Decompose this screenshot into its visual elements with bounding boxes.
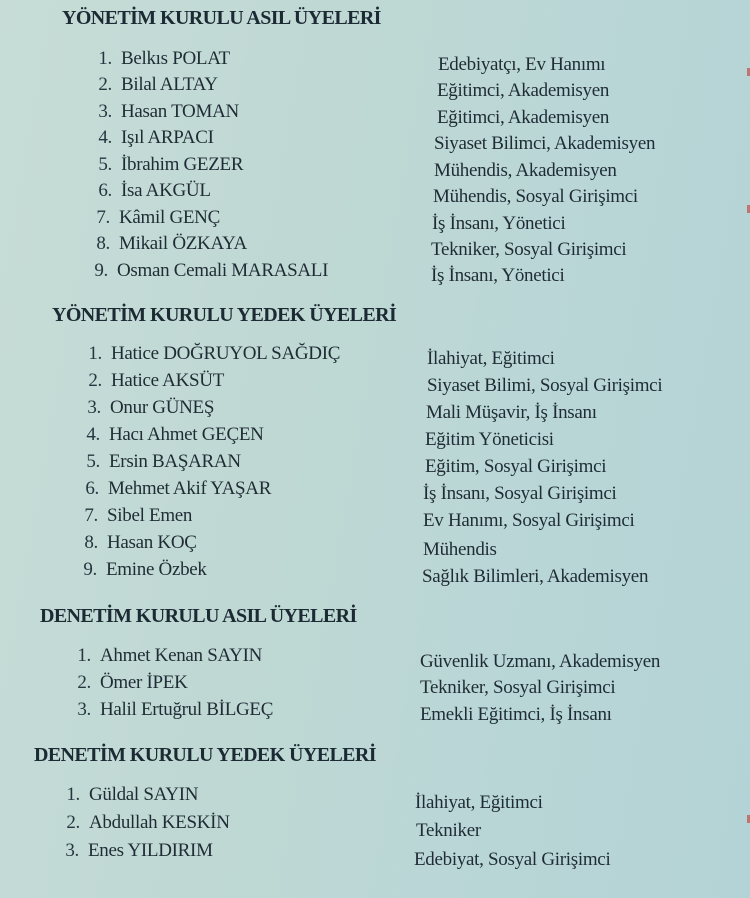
item-number: 9.: [94, 260, 108, 281]
member-profession: Mühendis, Sosyal Girişimci: [433, 186, 638, 207]
member-profession: Güvenlik Uzmanı, Akademisyen: [420, 651, 661, 672]
member-name: Hatice DOĞRUYOL SAĞDIÇ: [111, 343, 341, 364]
item-number: 1.: [88, 343, 102, 364]
member-profession: İş İnsanı, Yönetici: [431, 265, 565, 286]
item-number: 2.: [88, 370, 102, 391]
item-number: 1.: [77, 645, 91, 666]
member-profession: Tekniker: [416, 820, 481, 841]
item-number: 3.: [65, 840, 79, 861]
section-title-board-members: YÖNETİM KURULU ASIL ÜYELERİ: [62, 7, 381, 29]
member-profession: Emekli Eğitimci, İş İnsanı: [420, 704, 612, 725]
item-number: 2.: [77, 672, 91, 693]
member-profession: Eğitimci, Akademisyen: [437, 80, 610, 101]
member-profession: İş İnsanı, Yönetici: [432, 213, 566, 234]
item-number: 3.: [77, 699, 91, 720]
item-number: 7.: [84, 505, 98, 526]
item-number: 3.: [98, 101, 112, 122]
member-name: Ömer İPEK: [100, 672, 188, 693]
member-name: Osman Cemali MARASALI: [117, 260, 329, 281]
member-name: Belkıs POLAT: [121, 48, 230, 69]
item-number: 3.: [87, 397, 101, 418]
member-profession: Siyaset Bilimci, Akademisyen: [434, 133, 656, 154]
member-name: Işıl ARPACI: [121, 127, 214, 148]
member-name: Mehmet Akif YAŞAR: [108, 478, 272, 499]
member-profession: Eğitim, Sosyal Girişimci: [425, 456, 607, 477]
member-profession: Tekniker, Sosyal Girişimci: [431, 239, 627, 260]
member-name: Hatice AKSÜT: [111, 370, 225, 391]
member-profession: Mühendis: [423, 539, 497, 560]
member-profession: Siyaset Bilimi, Sosyal Girişimci: [427, 375, 663, 396]
item-number: 6.: [85, 478, 99, 499]
member-name: Onur GÜNEŞ: [110, 397, 215, 418]
item-number: 2.: [66, 812, 80, 833]
item-number: 6.: [98, 180, 112, 201]
member-name: Ahmet Kenan SAYIN: [100, 645, 263, 666]
member-profession: Eğitim Yöneticisi: [425, 429, 554, 450]
member-profession: Tekniker, Sosyal Girişimci: [420, 677, 616, 698]
item-number: 4.: [98, 127, 112, 148]
member-name: İsa AKGÜL: [121, 180, 211, 201]
member-name: Hasan KOÇ: [107, 532, 197, 553]
member-name: Emine Özbek: [106, 559, 207, 580]
member-name: Mikail ÖZKAYA: [119, 233, 247, 254]
item-number: 5.: [86, 451, 100, 472]
section-title-audit-members: DENETİM KURULU ASIL ÜYELERİ: [40, 605, 357, 627]
member-name: Hacı Ahmet GEÇEN: [109, 424, 264, 445]
item-number: 8.: [84, 532, 98, 553]
item-number: 7.: [96, 207, 110, 228]
member-profession: Edebiyatçı, Ev Hanımı: [438, 54, 606, 75]
item-number: 5.: [98, 154, 112, 175]
member-profession: Mühendis, Akademisyen: [434, 160, 617, 181]
member-name: Ersin BAŞARAN: [109, 451, 241, 472]
member-name: Güldal SAYIN: [89, 784, 199, 805]
section-title-board-substitutes: YÖNETİM KURULU YEDEK ÜYELERİ: [52, 304, 397, 326]
item-number: 8.: [96, 233, 110, 254]
member-profession: Edebiyat, Sosyal Girişimci: [414, 849, 611, 870]
member-name: Hasan TOMAN: [121, 101, 239, 122]
member-profession: Mali Müşavir, İş İnsanı: [426, 402, 597, 423]
item-number: 9.: [83, 559, 97, 580]
member-name: Halil Ertuğrul BİLGEÇ: [100, 699, 274, 720]
member-profession: İş İnsanı, Sosyal Girişimci: [423, 483, 617, 504]
member-name: Kâmil GENÇ: [119, 207, 220, 228]
member-name: Abdullah KESKİN: [89, 812, 230, 833]
member-profession: Eğitimci, Akademisyen: [437, 107, 610, 128]
item-number: 1.: [98, 48, 112, 69]
member-name: Sibel Emen: [107, 505, 193, 526]
item-number: 4.: [86, 424, 100, 445]
member-name: Enes YILDIRIM: [88, 840, 213, 861]
member-profession: Ev Hanımı, Sosyal Girişimci: [423, 510, 635, 531]
section-title-audit-substitutes: DENETİM KURULU YEDEK ÜYELERİ: [34, 744, 376, 766]
item-number: 1.: [66, 784, 80, 805]
member-name: İbrahim GEZER: [121, 154, 244, 175]
member-name: Bilal ALTAY: [121, 74, 218, 95]
member-profession: İlahiyat, Eğitimci: [427, 348, 555, 369]
member-profession: Sağlık Bilimleri, Akademisyen: [422, 566, 649, 587]
member-profession: İlahiyat, Eğitimci: [415, 792, 543, 813]
item-number: 2.: [98, 74, 112, 95]
